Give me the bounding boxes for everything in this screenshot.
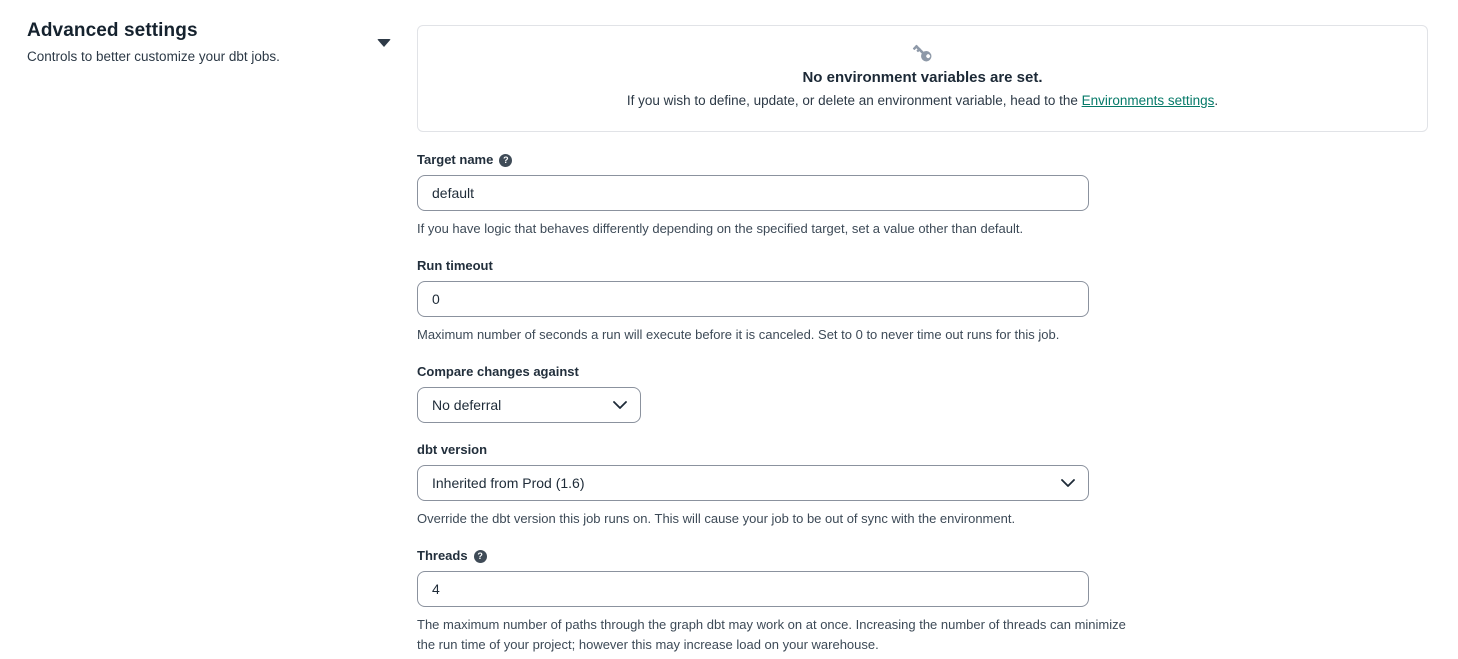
threads-label-row (417, 548, 1147, 564)
env-vars-empty-card (417, 25, 1428, 132)
env-card-description (627, 93, 1218, 108)
page-subtitle: Controls to better customize your dbt jobs. (27, 49, 280, 64)
threads-help-icon[interactable]: ? (474, 550, 487, 563)
run-timeout-helper-text: Maximum number of seconds a run will execute before it is canceled. Set to 0 to never time out runs for this job. (417, 327, 1060, 342)
chevron-down-icon (613, 401, 627, 409)
threads-input[interactable] (417, 571, 1089, 607)
page-title: Advanced settings (27, 20, 198, 41)
dbt-version-label: dbt version (417, 442, 488, 457)
field-run-timeout (417, 258, 1147, 345)
compare-changes-label: Compare changes against (417, 364, 579, 379)
run-timeout-label-row (417, 258, 1147, 274)
advanced-settings-form (417, 152, 1147, 655)
section-header (27, 20, 367, 64)
run-timeout-input[interactable] (417, 281, 1089, 317)
dbt-version-select[interactable] (417, 465, 1089, 501)
dbt-version-helper-text: Override the dbt version this job runs on. This will cause your job to be out of sync with the environment. (417, 511, 1016, 526)
target-name-helper-text: If you have logic that behaves differently depending on the specified target, set a value other than default. (417, 221, 1024, 236)
key-icon (911, 41, 935, 65)
field-dbt-version (417, 442, 1147, 529)
threads-helper-text: The maximum number of paths through the graph dbt may work on at once. Increasing the number of threads can minimize the run time of your project; however this may increase load on your warehouse. (417, 617, 1126, 652)
target-name-input[interactable] (417, 175, 1089, 211)
threads-label: Threads (417, 548, 468, 563)
compare-changes-label-row (417, 364, 1147, 380)
target-name-help-icon[interactable]: ? (499, 154, 512, 167)
settings-content (417, 25, 1428, 655)
chevron-down-icon (1061, 479, 1075, 487)
env-card-title: No environment variables are set. (802, 69, 1043, 86)
caret-down-icon (377, 39, 391, 47)
target-name-label: Target name (417, 152, 494, 167)
field-target-name (417, 152, 1147, 239)
field-compare-changes (417, 364, 1147, 423)
env-card-description-suffix: . (1214, 93, 1219, 108)
compare-changes-select[interactable] (417, 387, 641, 423)
dbt-version-selected-value: Inherited from Prod (1.6) (432, 475, 585, 491)
compare-changes-selected-value: No deferral (432, 397, 502, 413)
section-collapse-toggle[interactable] (374, 34, 394, 52)
env-card-description-prefix: If you wish to define, update, or delete an environment variable, head to the (626, 93, 1082, 108)
target-name-label-row (417, 152, 1147, 168)
environments-settings-link[interactable]: Environments settings (1081, 93, 1215, 108)
run-timeout-label: Run timeout (417, 258, 493, 273)
field-threads (417, 548, 1147, 655)
dbt-version-label-row (417, 442, 1147, 458)
